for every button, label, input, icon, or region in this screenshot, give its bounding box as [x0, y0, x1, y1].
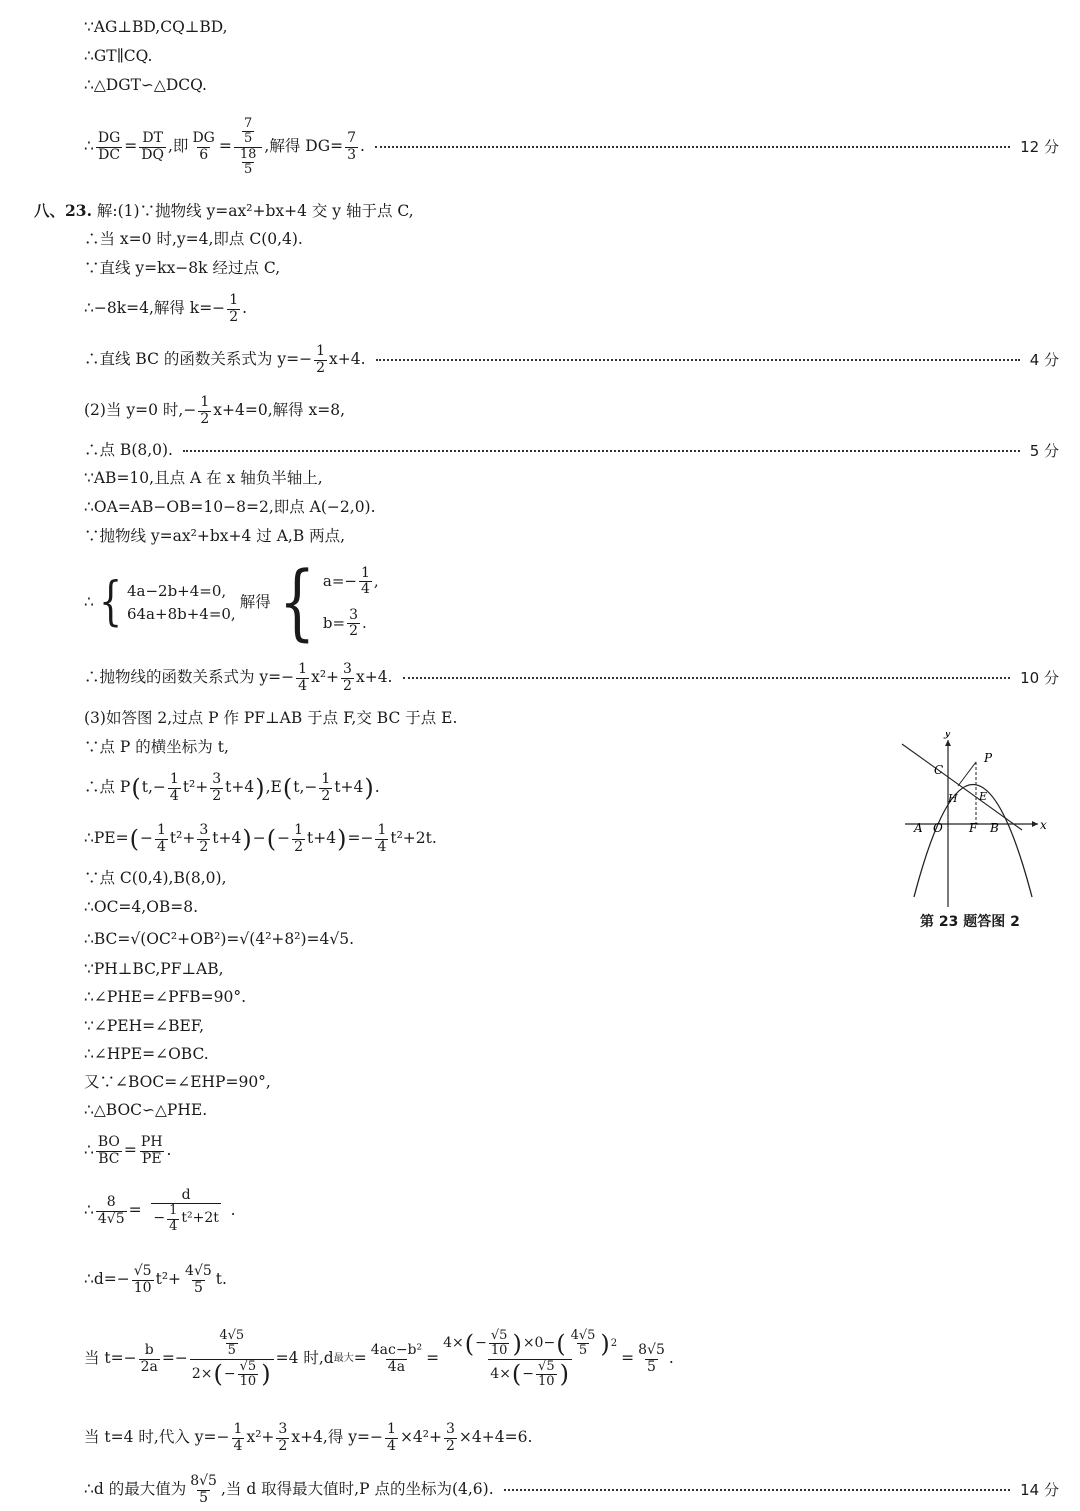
label-c: C	[934, 763, 944, 777]
formula-line-dg	[84, 104, 1059, 190]
left-system	[94, 571, 236, 632]
text-line: ∴当 x=0 时,y=4,即点 C(0,4).	[84, 230, 303, 248]
formula-line: ∴ $\frac{BO}{BC}$ = $\frac{PH}{PE}$ .	[84, 1134, 172, 1167]
fraction: $\frac{7}{3}$	[347, 130, 356, 163]
fraction: $\frac{1}{4}$	[298, 661, 308, 694]
fraction: $\frac{DG}{6}$	[192, 130, 215, 163]
formula-line: 当 t=4 时,代入 y=− $\frac{1}{4}$ x²+ $\frac{3}{2}$ x+4,得 y=− $\frac{1}{4}$ ×4²+ $\frac{3}{2}$ ×4+4=6.	[84, 1421, 533, 1454]
text-line: ∵直线 y=kx−8k 经过点 C,	[84, 259, 281, 277]
fraction: $\frac{1}{2}$	[229, 292, 239, 325]
text: ∴直线 BC 的函数关系式为 y=−	[84, 350, 313, 369]
score: 14 分	[1020, 1480, 1059, 1499]
text-line: (3)如答图 2,过点 P 作 PF⊥AB 于点 F,交 BC 于点 E.	[84, 709, 458, 727]
text: (2)当 y=0 时,−	[84, 401, 197, 420]
question-23	[34, 203, 414, 220]
text-line: ∵PH⊥BC,PF⊥AB,	[84, 960, 224, 978]
formula-line: ∴点 P ( t,− $\frac{1}{4}$ t²+ $\frac{3}{2}$ t+4 ) ,E ( t,− $\frac{1}{2}$ t+4 ) .	[84, 771, 380, 804]
leader-dots	[376, 359, 1020, 361]
text: x+4=0,解得 x=8,	[213, 401, 346, 420]
leader-dots	[183, 450, 1020, 452]
fraction: $\frac{DG}{DC}$	[97, 130, 121, 163]
equals: =	[124, 137, 138, 156]
text-line: ∴△BOC∽△PHE.	[84, 1101, 208, 1119]
text-line: ∵AG⊥BD,CQ⊥BD,	[84, 18, 228, 36]
formula-line: ∴ $\frac{8}{4√5}$ = d − $\frac{1}{4}$ t²+2t .	[84, 1187, 236, 1234]
leader-dots	[375, 146, 1010, 148]
formula-line: ∴PE= ( − $\frac{1}{4}$ t²+ $\frac{3}{2}$ t+4 ) − ( − $\frac{1}{2}$ t+4 ) =− $\frac{1}{4}$ t²+2t.	[84, 822, 437, 855]
formula-line	[84, 391, 345, 431]
formula-line: ∴d=− $\frac{√5}{10}$ t²+ $\frac{4√5}{5}$ t.	[84, 1263, 227, 1296]
text-line: 又∵∠BOC=∠EHP=90°,	[84, 1073, 271, 1091]
text: x+4.	[328, 350, 366, 369]
label-o: O	[933, 821, 943, 835]
parabola-curve	[914, 785, 1032, 898]
fraction: $\frac{1}{2}$	[200, 394, 210, 427]
question-number: 八、23.	[34, 201, 92, 220]
text-line: ∴OC=4,OB=8.	[84, 898, 199, 916]
label-f: F	[969, 821, 978, 835]
text: 解得	[239, 592, 271, 611]
text: .	[359, 137, 365, 156]
label-x: x	[1040, 818, 1047, 832]
score: 4 分	[1029, 350, 1059, 369]
formula-line	[84, 658, 1059, 698]
compound-fraction: $\frac{\frac{7}{5}}{\frac{18}{5}}$	[234, 117, 263, 177]
text-line: ∵AB=10,且点 A 在 x 轴负半轴上,	[84, 469, 323, 487]
text: ∴	[84, 592, 94, 611]
text-line: ∴GT∥CQ.	[84, 47, 153, 65]
text-line: ∴OA=AB−OB=10−8=2,即点 A(−2,0).	[84, 498, 376, 516]
solution-system: { a=− $\frac{1}{4}$ , b= $\frac{3}{2}$ .	[278, 554, 379, 650]
brace: {	[278, 554, 316, 650]
equals: =	[218, 137, 232, 156]
text: ,解得 DG=	[264, 137, 344, 156]
equation-system	[84, 555, 379, 650]
text: ,即	[168, 137, 189, 156]
formula-line-vertex: 当 t=− $\frac{b}{2a}$ =− $\frac{4√5}{5}$ 2× ( − $\frac{√5}{10}$ ) =4 时,d 最大 = $\frac{\text{4ac−b²}}{4a}$ = 4× ( − $\frac{√5}{10}$ ) ×0− ( $\frac{4√5}{5}$ ) 2 4× ( − $\frac{√5}{10}$ ) = $\frac{8√5}{5}$ .	[84, 1327, 674, 1389]
leader-dots	[403, 677, 1011, 679]
text: x²+	[311, 668, 340, 687]
label-e: E	[979, 790, 988, 803]
text-line: ∴BC=√(OC²+OB²)=√(4²+8²)=4√5.	[84, 930, 355, 948]
label-h: H	[948, 792, 958, 805]
fraction: $\frac{3}{2}$	[343, 661, 352, 694]
label-y: y	[944, 732, 951, 739]
figure-answer-2	[900, 732, 1050, 930]
label-a: A	[914, 821, 923, 835]
fraction: $\frac{DT}{DQ}$	[141, 130, 164, 163]
label-p: P	[984, 751, 993, 765]
text: ∴点 B(8,0).	[84, 441, 173, 460]
text: .	[242, 299, 248, 318]
text-line: ∵点 P 的横坐标为 t,	[84, 738, 229, 756]
text-line: ∴∠HPE=∠OBC.	[84, 1045, 209, 1063]
text-line: ∵∠PEH=∠BEF,	[84, 1017, 205, 1035]
text-line: ∴△DGT∽△DCQ.	[84, 76, 207, 94]
text: 解:(1)∵抛物线 y=ax²+bx+4 交 y 轴于点 C,	[96, 202, 414, 220]
text: x+4.	[355, 668, 393, 687]
text: ∴−8k=4,解得 k=−	[84, 299, 226, 318]
text-line: ∵抛物线 y=ax²+bx+4 过 A,B 两点,	[84, 527, 346, 545]
label-b: B	[990, 821, 999, 835]
leader-dots	[504, 1489, 1011, 1491]
text-line	[84, 442, 1059, 460]
formula-line: ∴d 的最大值为 $\frac{8√5}{5}$ ,当 d 取得最大值时,P 点的坐标为(4,6). 14 分	[84, 1473, 1059, 1506]
formula-line	[84, 290, 247, 328]
score: 10 分	[1020, 668, 1059, 687]
therefore-symbol: ∴	[84, 137, 94, 156]
formula-line	[84, 340, 1059, 380]
text-line: ∴∠PHE=∠PFB=90°.	[84, 988, 247, 1006]
figure-caption: 第 23 题答图 2	[920, 914, 1020, 930]
text: ∴抛物线的函数关系式为 y=−	[84, 668, 295, 687]
score: 5 分	[1029, 441, 1059, 460]
equation-row: 4a−2b+4=0,	[126, 581, 227, 600]
score: 12 分	[1020, 137, 1059, 156]
text-line: ∵点 C(0,4),B(8,0),	[84, 869, 227, 887]
line-bc	[902, 744, 1022, 830]
x-axis-arrow	[1032, 821, 1038, 827]
brace: {	[98, 571, 123, 632]
y-axis-arrow	[945, 740, 951, 746]
fraction: $\frac{1}{2}$	[316, 343, 325, 376]
parabola-diagram	[900, 732, 1050, 907]
segment-ph	[958, 762, 976, 786]
equation-row: 64a+8b+4=0,	[126, 604, 236, 623]
